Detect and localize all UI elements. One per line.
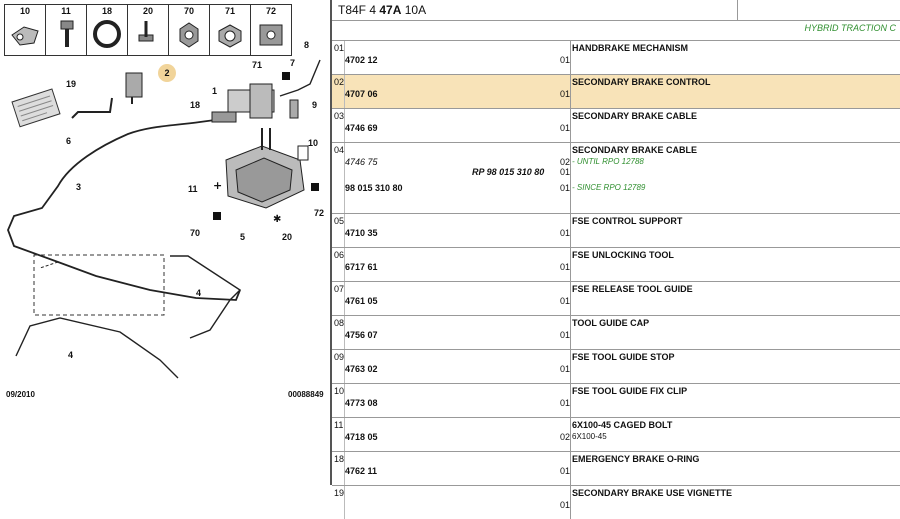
quantity: 01 — [560, 55, 571, 65]
row-index: 03 — [334, 111, 345, 121]
part-reference: 4707 06 — [345, 89, 378, 99]
part-description: 6X100-45 CAGED BOLT — [572, 420, 673, 430]
replacement-reference: RP 98 015 310 80 — [472, 167, 545, 177]
part-description: FSE RELEASE TOOL GUIDE — [572, 284, 693, 294]
unlocking-tool — [72, 98, 112, 118]
part-subdescription: 6X100-45 — [572, 432, 607, 441]
row-index: 08 — [334, 318, 345, 328]
part-reference: 4710 35 — [345, 228, 378, 238]
row-index: 04 — [334, 145, 345, 155]
quantity: 01 — [560, 262, 571, 272]
row-index: 07 — [334, 284, 345, 294]
callout-19: 19 — [66, 79, 77, 89]
row-index: 18 — [334, 454, 345, 464]
callout-5: 5 — [240, 232, 246, 242]
parts-diagram — [0, 0, 330, 400]
callout-72: 72 — [314, 208, 325, 218]
quantity: 01 — [560, 167, 571, 177]
callout-7: 7 — [290, 58, 296, 68]
diagram-code: 00088849 — [288, 390, 324, 399]
thumbnail-number: 18 — [101, 6, 112, 16]
quantity: 01 — [560, 330, 571, 340]
callout-4b: 4 — [68, 350, 74, 360]
quantity: 01 — [560, 183, 571, 193]
part-reference: 4762 11 — [345, 466, 378, 476]
catalog-subheader — [332, 20, 900, 40]
callout-71: 71 — [252, 60, 263, 70]
parts-list-panel — [332, 0, 900, 510]
row-index: 11 — [334, 420, 344, 430]
callout-70: 70 — [190, 228, 201, 238]
row-index: 10 — [334, 386, 345, 396]
row-index: 01 — [334, 43, 345, 53]
part-description: FSE UNLOCKING TOOL — [572, 250, 674, 260]
control-bracket — [126, 73, 142, 97]
parts-table — [332, 40, 900, 519]
part-description: FSE TOOL GUIDE FIX CLIP — [572, 386, 688, 396]
quantity: 01 — [560, 89, 571, 99]
table-row[interactable] — [332, 142, 900, 213]
quantity: 01 — [560, 500, 571, 510]
table-row[interactable] — [332, 281, 900, 315]
part-description: SECONDARY BRAKE USE VIGNETTE — [572, 488, 733, 498]
part-reference: 4761 05 — [345, 296, 378, 306]
table-row[interactable] — [332, 213, 900, 247]
callout-4a: 4 — [196, 288, 202, 298]
part-description: TOOL GUIDE CAP — [572, 318, 650, 328]
row-index: 19 — [334, 488, 345, 498]
secondary-brake-cable — [8, 118, 240, 300]
thumbnail-number: 72 — [265, 6, 276, 16]
table-row[interactable] — [332, 485, 900, 519]
table-row[interactable] — [332, 315, 900, 349]
diagram-date: 09/2010 — [6, 390, 35, 399]
part-description: SECONDARY BRAKE CONTROL — [572, 77, 711, 87]
thumbnail-number: 20 — [142, 6, 153, 16]
callout-1: 1 — [212, 86, 218, 96]
part-description: HANDBRAKE MECHANISM — [572, 43, 688, 53]
validity-note: - UNTIL RPO 12788 — [572, 157, 644, 166]
part-description: FSE TOOL GUIDE STOP — [572, 352, 675, 362]
quantity: 02 — [560, 432, 571, 442]
part-reference-old: 4746 75 — [345, 157, 378, 167]
row-index: 02 — [334, 77, 345, 87]
callout-6: 6 — [66, 136, 72, 146]
part-reference: 4756 07 — [345, 330, 378, 340]
part-reference: 4763 02 — [345, 364, 378, 374]
part-description: EMERGENCY BRAKE O-RING — [572, 454, 700, 464]
svg-text:+: + — [213, 179, 223, 192]
table-row[interactable] — [332, 40, 900, 74]
catalog-subtitle: HYBRID TRACTION C — [804, 23, 896, 33]
table-row[interactable] — [332, 383, 900, 417]
validity-note: - SINCE RPO 12789 — [572, 183, 646, 192]
exploded-diagram-panel — [0, 0, 330, 485]
part-reference: 4718 05 — [345, 432, 378, 442]
table-row[interactable] — [332, 74, 900, 108]
part-reference: 4702 12 — [345, 55, 378, 65]
table-row[interactable] — [332, 349, 900, 383]
thumbnail-number: 71 — [224, 6, 235, 16]
part-reference: 4746 69 — [345, 123, 378, 133]
callout-3: 3 — [76, 182, 82, 192]
catalog-header — [332, 0, 900, 21]
table-row[interactable] — [332, 417, 900, 451]
thumbnail-number: 70 — [183, 6, 194, 16]
rear-cable-b — [16, 318, 178, 378]
code-suffix: 10A — [404, 3, 427, 17]
part-description: FSE CONTROL SUPPORT — [572, 216, 683, 226]
callout-2: 2 — [158, 64, 176, 82]
table-row[interactable] — [332, 247, 900, 281]
quantity: 01 — [560, 228, 571, 238]
quantity: 01 — [560, 364, 571, 374]
row-index: 09 — [334, 352, 345, 362]
callout-10: 10 — [308, 138, 319, 148]
callout-9: 9 — [312, 100, 318, 110]
part-reference: 98 015 310 80 — [345, 183, 403, 193]
handbrake-mechanism — [212, 60, 320, 122]
rear-cable-a — [170, 256, 240, 338]
code-bold: 47A — [379, 3, 402, 17]
part-reference: 6717 61 — [345, 262, 378, 272]
quantity: 01 — [560, 466, 571, 476]
vignette-sticker — [12, 89, 60, 127]
part-reference: 4773 08 — [345, 398, 378, 408]
part-description: SECONDARY BRAKE CABLE — [572, 145, 698, 155]
table-row[interactable] — [332, 451, 900, 485]
svg-text:✱: ✱ — [273, 214, 282, 225]
thumbnail-number: 10 — [19, 6, 30, 16]
row-index: 06 — [334, 250, 345, 260]
callout-8: 8 — [304, 40, 310, 50]
quantity: 01 — [560, 296, 571, 306]
callout-18: 18 — [190, 100, 201, 110]
table-row[interactable] — [332, 108, 900, 142]
callout-11: 11 — [188, 184, 198, 194]
catalog-code — [338, 3, 426, 17]
code-prefix: T84F 4 — [338, 3, 377, 17]
thumbnail-number: 11 — [61, 6, 71, 16]
quantity: 02 — [560, 157, 571, 167]
part-description: SECONDARY BRAKE CABLE — [572, 111, 698, 121]
quantity: 01 — [560, 398, 571, 408]
control-support-base — [226, 128, 304, 208]
callout-20: 20 — [282, 232, 293, 242]
row-index: 05 — [334, 216, 345, 226]
quantity: 01 — [560, 123, 571, 133]
